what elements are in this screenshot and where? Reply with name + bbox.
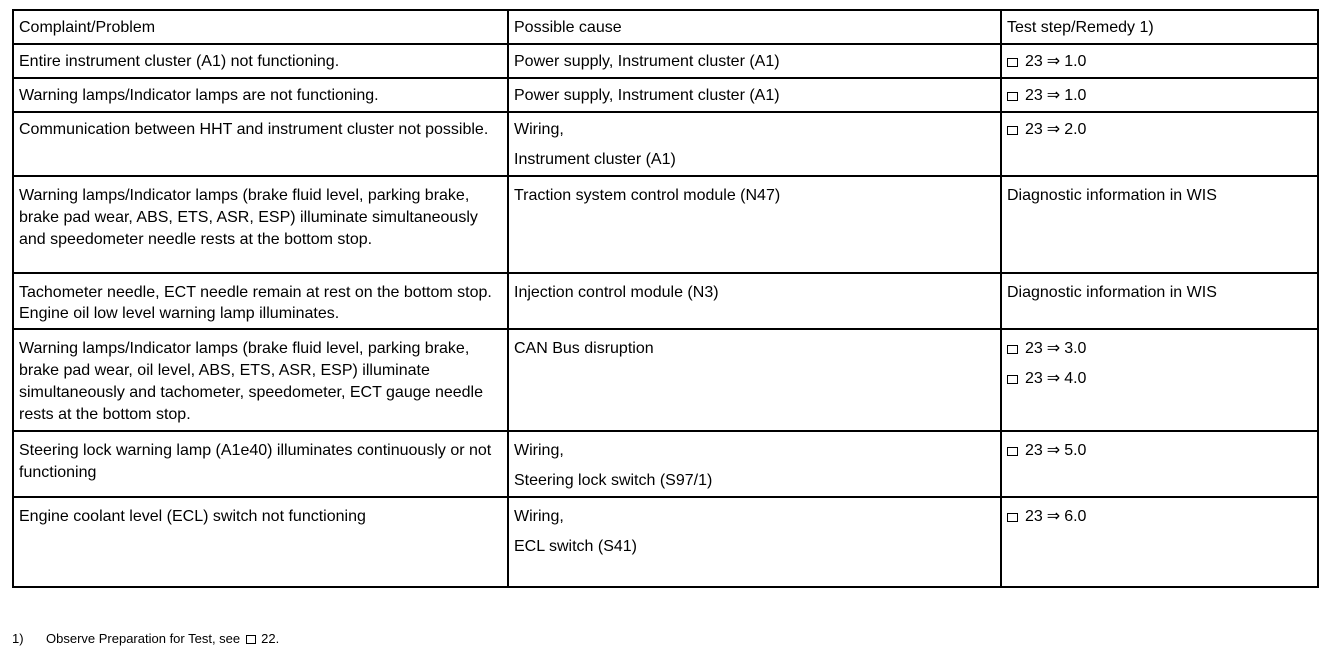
footnote-page-reference[interactable]: 22.	[261, 631, 280, 646]
book-reference-icon	[246, 635, 256, 644]
book-reference-icon	[1007, 513, 1018, 522]
header-test-step-remedy: Test step/Remedy 1)	[1001, 10, 1318, 44]
complaint-cell: Warning lamps/Indicator lamps (brake fluid level, parking brake, brake pad wear, ABS, ETS, ASR, ESP) illuminate simultaneously and speedometer needle rests at the bottom stop.	[13, 176, 508, 273]
cause-line: Power supply, Instrument cluster (A1)	[514, 87, 780, 104]
cause-cell	[508, 112, 1001, 176]
cause-cell	[508, 431, 1001, 497]
header-possible-cause: Possible cause	[508, 10, 1001, 44]
remedy-cell	[1001, 44, 1318, 78]
book-reference-icon	[1007, 58, 1018, 67]
book-reference-icon	[1007, 447, 1018, 456]
footnote-text: Observe Preparation for Test, see	[46, 631, 241, 646]
remedy-reference[interactable]: 23 ⇒ 2.0	[1007, 119, 1312, 141]
book-reference-icon	[1007, 375, 1018, 384]
book-reference-icon	[1007, 126, 1018, 135]
footnote	[12, 630, 279, 648]
cause-line: ECL switch (S41)	[514, 538, 637, 555]
cause-line: Power supply, Instrument cluster (A1)	[514, 53, 780, 70]
cause-cell	[508, 329, 1001, 431]
remedy-cell	[1001, 329, 1318, 431]
remedy-reference[interactable]: 23 ⇒ 6.0	[1007, 506, 1312, 528]
arrow-right-icon: ⇒	[1046, 508, 1061, 525]
remedy-reference[interactable]: 23 ⇒ 3.0	[1007, 338, 1312, 360]
remedy-reference[interactable]: 23 ⇒ 1.0	[1007, 51, 1312, 73]
table-row	[13, 497, 1318, 587]
table-row	[13, 112, 1318, 176]
table-row	[13, 431, 1318, 497]
complaint-cell: Warning lamps/Indicator lamps (brake fluid level, parking brake, brake pad wear, oil level, ABS, ETS, ASR, ESP) illuminate simultaneously and tachometer, speedometer, ECT gauge needle rests at the bottom stop.	[13, 329, 508, 431]
remedy-cell	[1001, 112, 1318, 176]
cause-line: Wiring,	[514, 121, 564, 138]
remedy-reference[interactable]: 23 ⇒ 5.0	[1007, 440, 1312, 462]
arrow-right-icon: ⇒	[1046, 53, 1061, 70]
cause-line: CAN Bus disruption	[514, 340, 654, 357]
diagnosis-table	[12, 9, 1319, 588]
cause-cell	[508, 273, 1001, 329]
cause-line: Injection control module (N3)	[514, 284, 719, 301]
cause-line: Wiring,	[514, 442, 564, 459]
cause-cell	[508, 78, 1001, 112]
cause-cell	[508, 497, 1001, 587]
remedy-cell[interactable]: Diagnostic information in WIS	[1001, 273, 1318, 329]
table-header-row	[13, 10, 1318, 44]
remedy-reference[interactable]: 23 ⇒ 4.0	[1007, 368, 1312, 390]
book-reference-icon	[1007, 92, 1018, 101]
complaint-cell: Warning lamps/Indicator lamps are not functioning.	[13, 78, 508, 112]
complaint-cell: Steering lock warning lamp (A1e40) illuminates continuously or not functioning	[13, 431, 508, 497]
remedy-cell[interactable]: Diagnostic information in WIS	[1001, 176, 1318, 273]
cause-line: Wiring,	[514, 508, 564, 525]
cause-line: Instrument cluster (A1)	[514, 151, 676, 168]
complaint-cell: Entire instrument cluster (A1) not functioning.	[13, 44, 508, 78]
book-reference-icon	[1007, 345, 1018, 354]
complaint-cell: Tachometer needle, ECT needle remain at rest on the bottom stop. Engine oil low level warning lamp illuminates.	[13, 273, 508, 329]
remedy-cell	[1001, 431, 1318, 497]
table-row	[13, 44, 1318, 78]
remedy-cell	[1001, 78, 1318, 112]
arrow-right-icon: ⇒	[1046, 121, 1061, 138]
cause-cell	[508, 44, 1001, 78]
footnote-marker: 1)	[12, 631, 24, 646]
complaint-cell: Engine coolant level (ECL) switch not functioning	[13, 497, 508, 587]
arrow-right-icon: ⇒	[1046, 340, 1061, 357]
table-row	[13, 273, 1318, 329]
cause-cell	[508, 176, 1001, 273]
remedy-reference[interactable]: 23 ⇒ 1.0	[1007, 85, 1312, 107]
arrow-right-icon: ⇒	[1046, 87, 1061, 104]
arrow-right-icon: ⇒	[1046, 442, 1061, 459]
table-row	[13, 329, 1318, 431]
arrow-right-icon: ⇒	[1046, 370, 1061, 387]
cause-line: Steering lock switch (S97/1)	[514, 472, 713, 489]
table-row	[13, 176, 1318, 273]
remedy-cell	[1001, 497, 1318, 587]
header-complaint: Complaint/Problem	[13, 10, 508, 44]
cause-line: Traction system control module (N47)	[514, 187, 781, 204]
complaint-cell: Communication between HHT and instrument cluster not possible.	[13, 112, 508, 176]
table-row	[13, 78, 1318, 112]
